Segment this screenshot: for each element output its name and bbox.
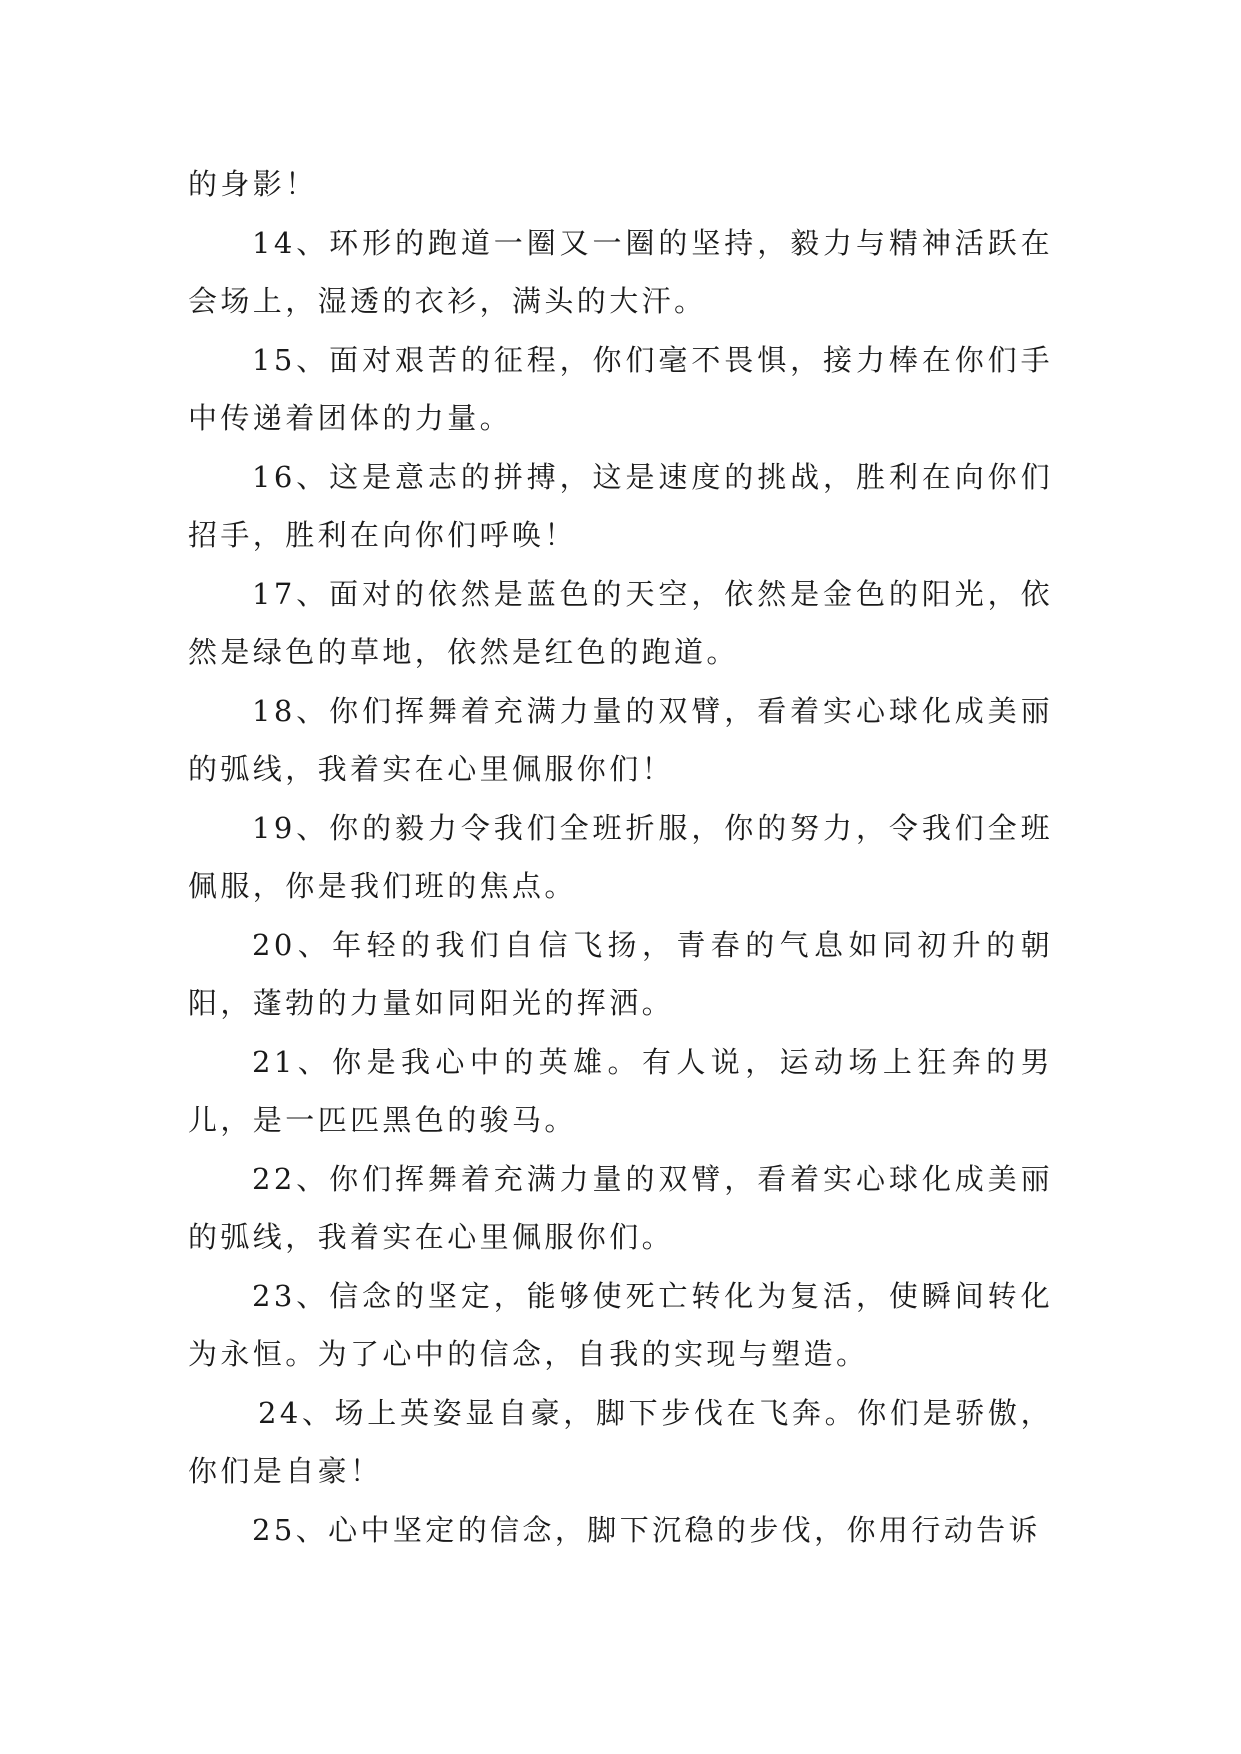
paragraph-item-21: 21、你是我心中的英雄。有人说，运动场上狂奔的男儿，是一匹匹黑色的骏马。 — [188, 1044, 1053, 1137]
paragraph-item-16: 16、这是意志的拼搏，这是速度的挑战，胜利在向你们招手，胜利在向你们呼唤！ — [188, 459, 1053, 552]
paragraph-item-15: 15、面对艰苦的征程，你们毫不畏惧，接力棒在你们手中传递着团体的力量。 — [188, 342, 1053, 435]
paragraph-item-22: 22、你们挥舞着充满力量的双臂，看着实心球化成美丽的弧线，我着实在心里佩服你们。 — [188, 1161, 1053, 1254]
document-body — [188, 155, 1053, 1559]
paragraph-item-20: 20、年轻的我们自信飞扬，青春的气息如同初升的朝阳，蓬勃的力量如同阳光的挥洒。 — [188, 927, 1053, 1020]
paragraph-item-23: 23、信念的坚定，能够使死亡转化为复活，使瞬间转化为永恒。为了心中的信念，自我的实现与塑造。 — [188, 1278, 1053, 1371]
paragraph-continuation: 的身影！ — [188, 167, 318, 201]
paragraph-item-25: 25、心中坚定的信念，脚下沉稳的步伐，你用行动告诉 — [252, 1512, 1041, 1547]
paragraph-item-14: 14、环形的跑道一圈又一圈的坚持，毅力与精神活跃在会场上，湿透的衣衫，满头的大汗。 — [188, 225, 1053, 318]
paragraph-item-24: 24、场上英姿显自豪，脚下步伐在飞奔。你们是骄傲，你们是自豪！ — [188, 1395, 1053, 1488]
paragraph-item-17: 17、面对的依然是蓝色的天空，依然是金色的阳光，依然是绿色的草地，依然是红色的跑道。 — [188, 576, 1053, 669]
paragraph-item-19: 19、你的毅力令我们全班折服，你的努力，令我们全班佩服，你是我们班的焦点。 — [188, 810, 1053, 903]
paragraph-item-18: 18、你们挥舞着充满力量的双臂，看着实心球化成美丽的弧线，我着实在心里佩服你们！ — [188, 693, 1053, 786]
